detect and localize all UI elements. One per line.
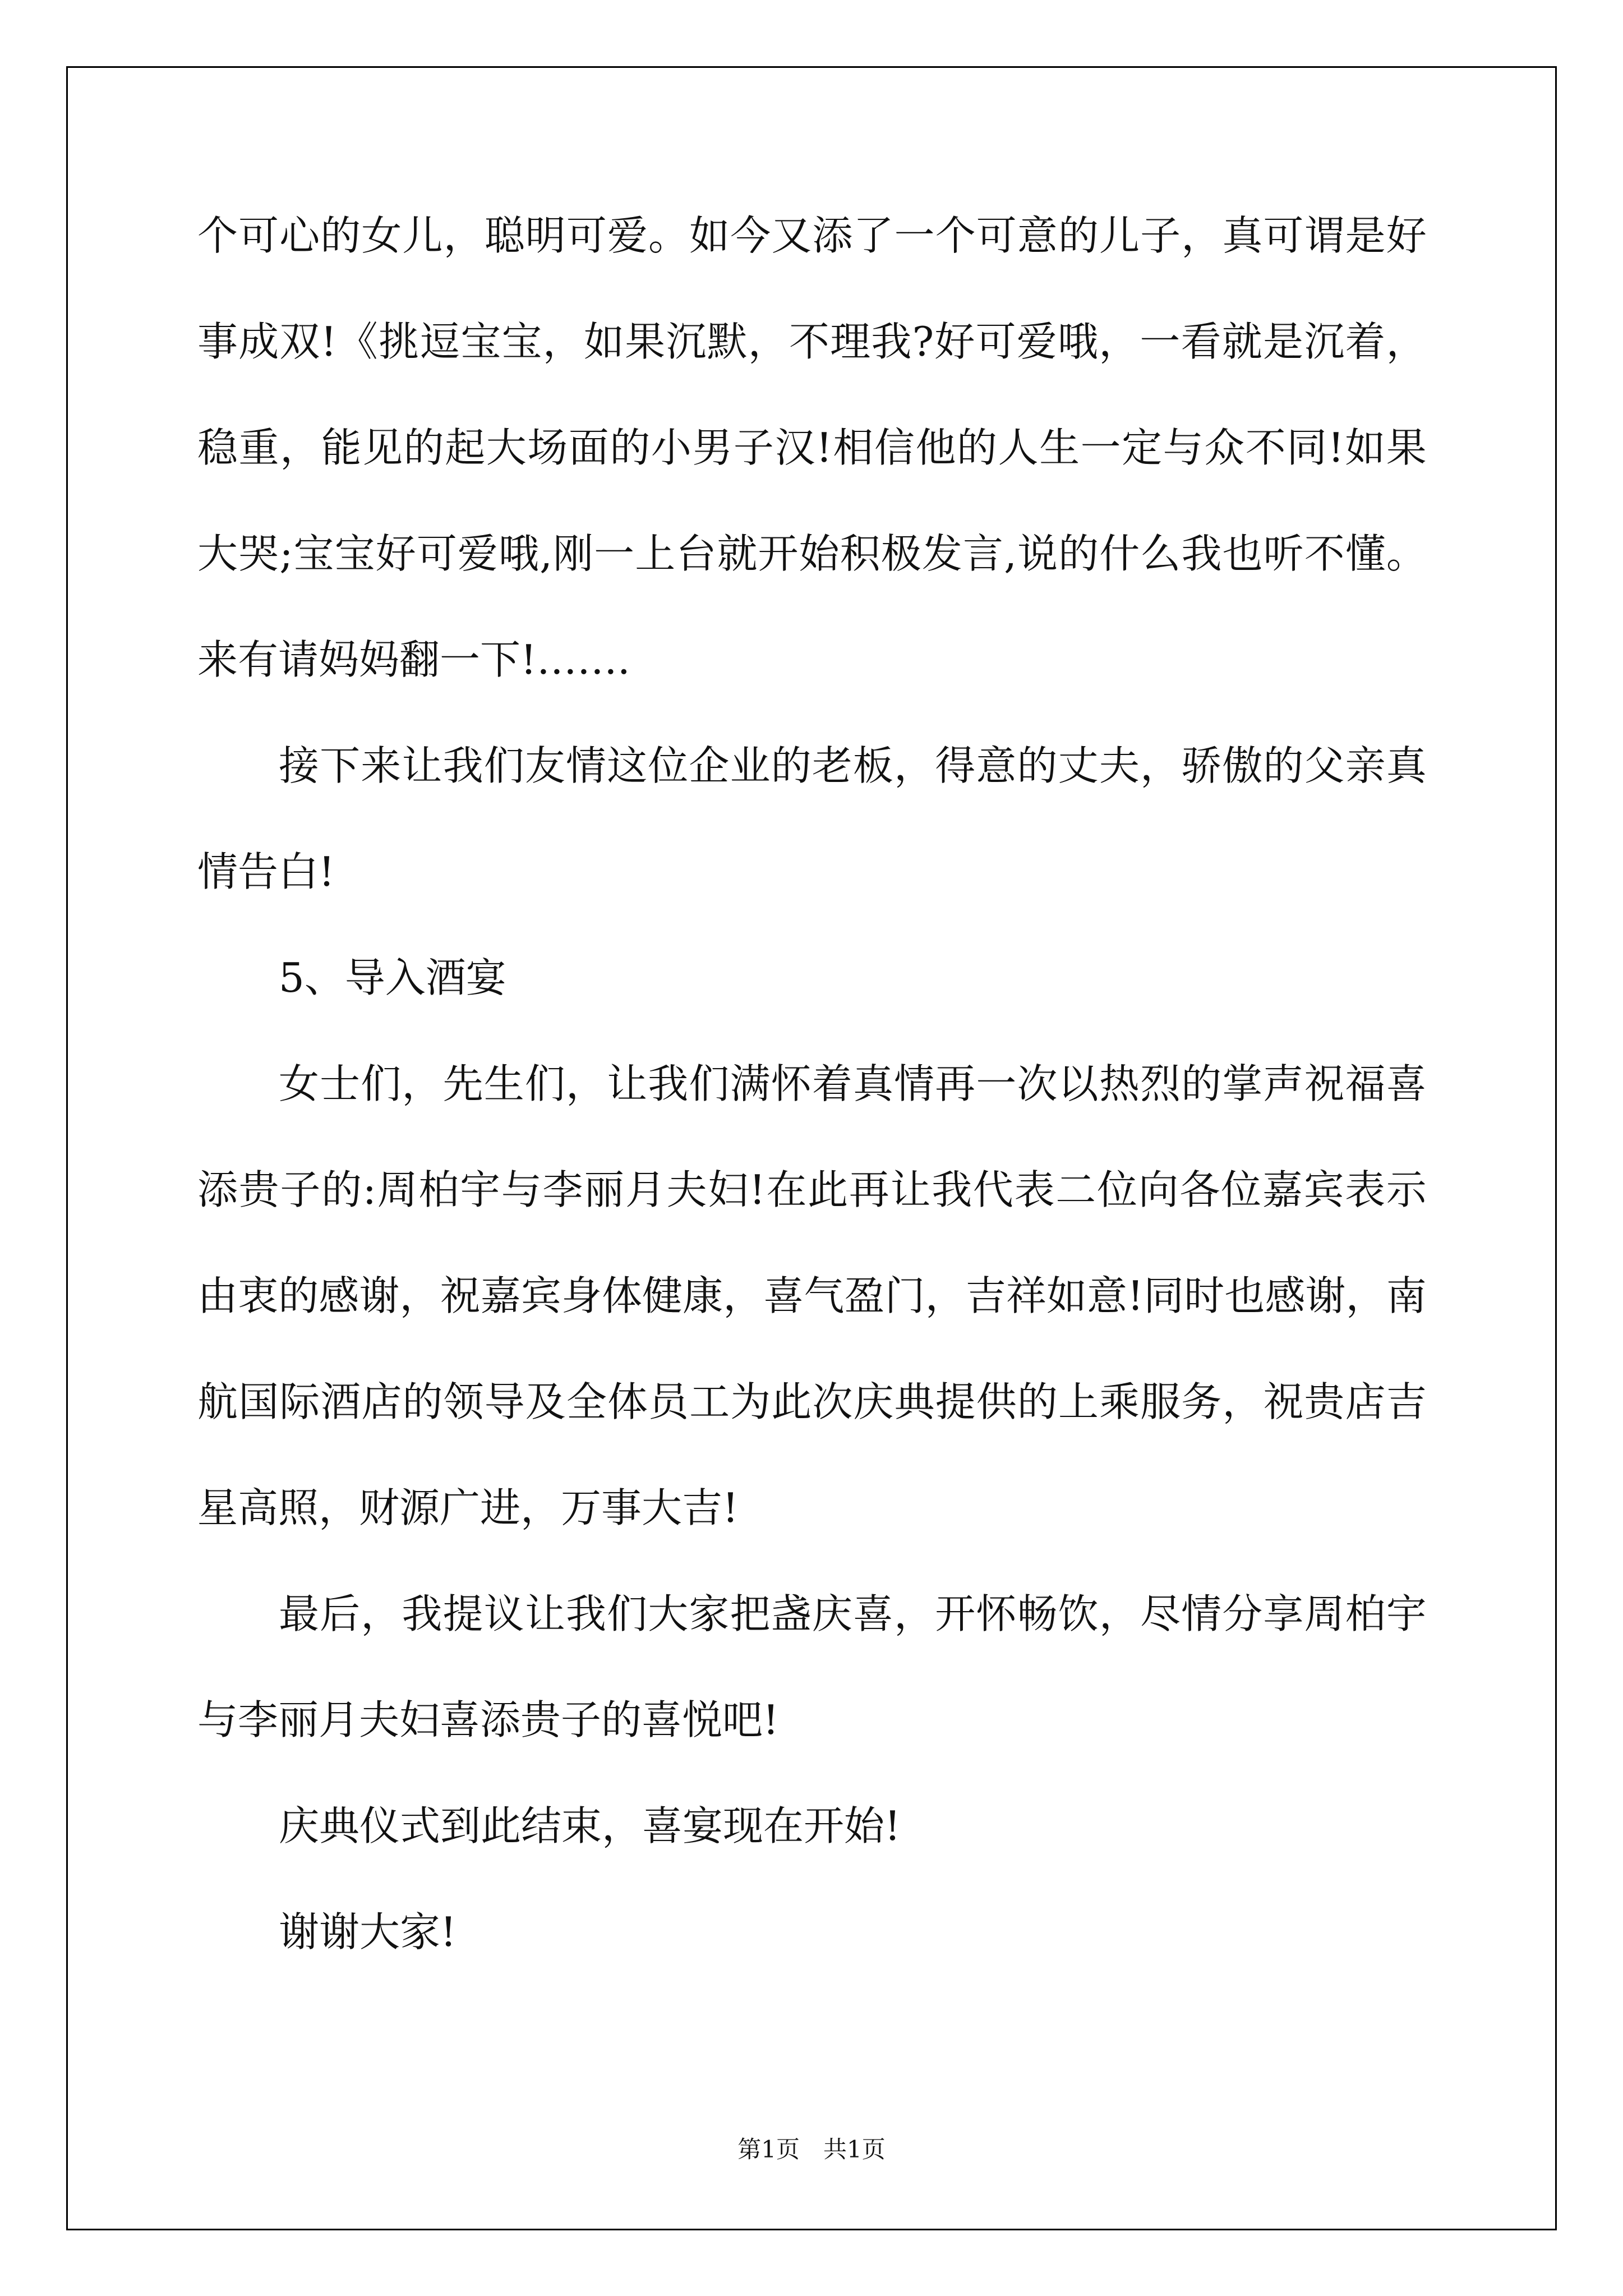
text-line: 女 士 们 ， 先 生 们 ， 让 我 们 满 怀 着 真 情 再 一 次 以 热 烈 的 掌 声 祝 福 喜 [279,1060,1427,1107]
text-line: 航 国 际 酒 店 的 领 导 及 全 体 员 工 为 此 次 庆 典 提 供 的 上 乘 服 务 ， 祝 贵 店 吉 [197,1378,1427,1425]
text-line: 庆典仪式到此结束，喜宴现在开始! [279,1802,901,1849]
text-line: 由 衷 的 感 谢 ， 祝 嘉 宾 身 体 健 康 ， 喜 气 盈 门 ， 吉 祥 如 意 ! 同 时 也 感 谢 ， 南 [197,1272,1427,1319]
text-line: 谢谢大家! [279,1908,457,1955]
text-line: 接 下 来 让 我 们 友 情 这 位 企 业 的 老 板 ， 得 意 的 丈 夫 ， 骄 傲 的 父 亲 真 [279,742,1427,789]
text-line: 情告白! [197,848,335,895]
text-line: 添 贵 子 的 : 周 柏 宇 与 李 丽 月 夫 妇 ! 在 此 再 让 我 代 表 二 位 向 各 位 嘉 宾 表 示 [197,1166,1427,1213]
text-line: 个 可 心 的 女 儿 ， 聪 明 可 爱 。 如 今 又 添 了 一 个 可 意 的 儿 子 ， 真 可 谓 是 好 [197,212,1427,259]
text-line: 星高照，财源广进，万事大吉! [197,1484,739,1531]
text-line: 最 后 ， 我 提 议 让 我 们 大 家 把 盏 庆 喜 ， 开 怀 畅 饮 ， 尽 情 分 享 周 柏 宇 [279,1590,1427,1637]
page-footer: 第1页 共1页 [737,2136,886,2163]
text-line: 5、导入酒宴 [279,954,506,1001]
text-line: 事 成 双 ! 《 挑 逗 宝 宝 ， 如 果 沉 默 ， 不 理 我 ? 好 可 爱 哦 ， 一 看 就 是 沉 着 ， [197,318,1427,365]
document-body [197,208,1427,2010]
text-line: 稳 重 ， 能 见 的 起 大 场 面 的 小 男 子 汉 ! 相 信 他 的 人 生 一 定 与 众 不 同 ! 如 果 [197,424,1427,471]
text-line: 与李丽月夫妇喜添贵子的喜悦吧! [197,1696,779,1743]
text-line: 大 哭 ; 宝 宝 好 可 爱 哦 , 刚 一 上 台 就 开 始 积 极 发 言 , 说 的 什 么 我 也 听 不 懂 。 [197,530,1427,577]
text-line: 来有请妈妈翻一下!……. [197,636,630,683]
